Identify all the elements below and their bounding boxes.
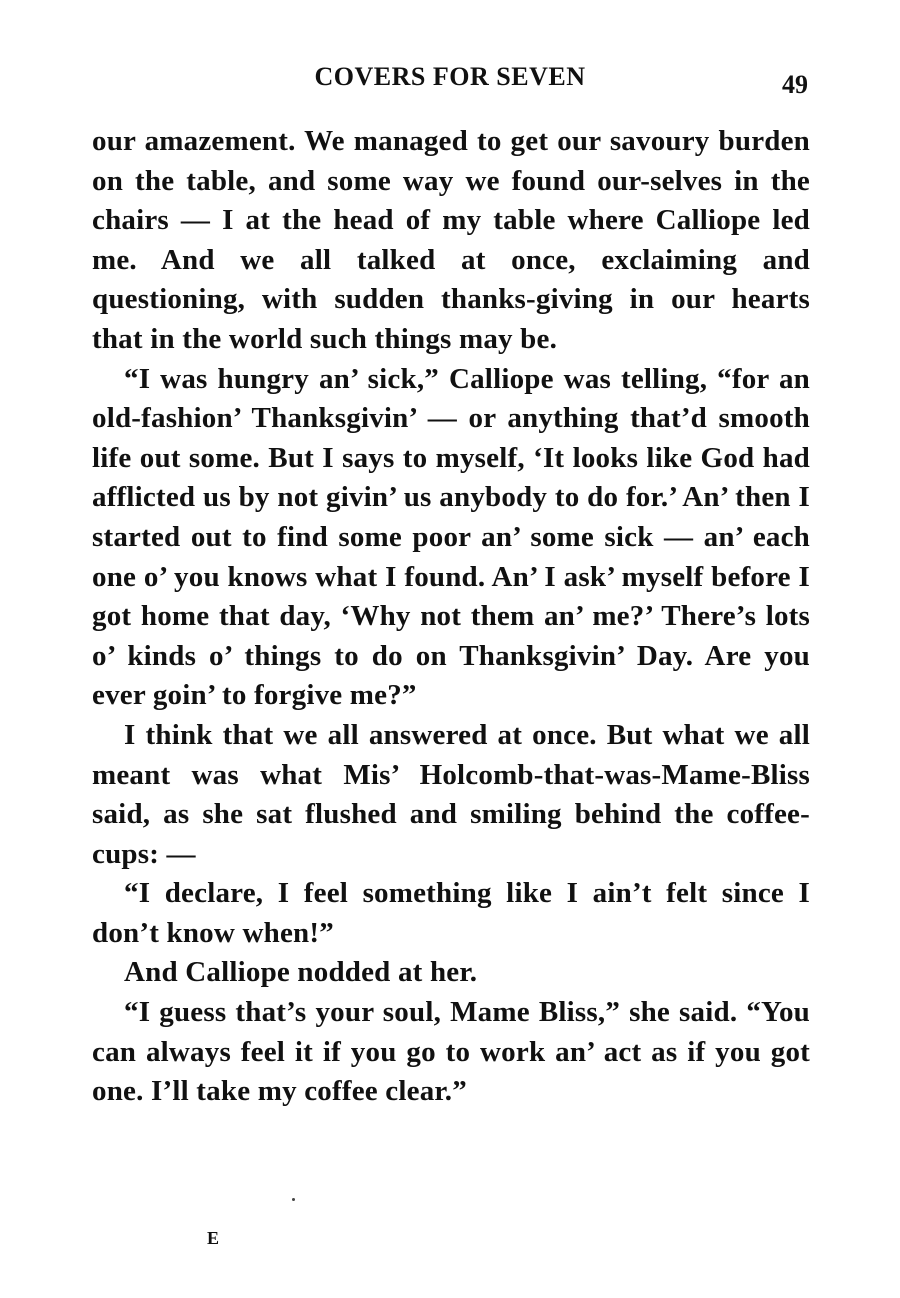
paragraph-1: our amazement. We managed to get our savoury burden on the table, and some way we found our-selves in the chairs — I at the head of my table where Calliope led me. And we all talked at once, exclaiming and questioning, with sudden thanks-giving in our hearts that in the world such things may be. xyxy=(92,125,810,355)
paragraph-4: “I declare, I feel something like I ain’t felt since I don’t know when!” xyxy=(92,877,810,949)
paragraph-5: And Calliope nodded at her. xyxy=(124,956,478,989)
running-head xyxy=(0,62,900,102)
paragraph-6: “I guess that’s your soul, Mame Bliss,” she said. “You can always feel it if you go to work an’ act as if you got one. I’ll take my coffee clear.” xyxy=(92,996,810,1108)
print-speck xyxy=(292,1198,295,1201)
page-number: 49 xyxy=(782,70,808,99)
running-title: COVERS FOR SEVEN xyxy=(314,62,586,91)
paragraph-2: “I was hungry an’ sick,” Calliope was telling, “for an old-fashion’ Thanksgivin’ — or anything that’d smooth life out some. But I says to myself, ‘It looks like God had afflicted us by not givin’ us anybody to do for.’ An’ then I started out to find some poor an’ some sick — an’ each one o’ you knows what I found. An’ I ask’ myself before I got home that day, ‘Why not them an’ me?’ There’s lots o’ kinds o’ things to do on Thanksgivin’ Day. Are you ever goin’ to forgive me?” xyxy=(92,362,810,712)
paragraph-3: I think that we all answered at once. But what we all meant was what Mis’ Holcomb-that-was-Mame-Bliss said, as she sat flushed and smiling behind the coffee-cups: — xyxy=(92,718,810,870)
signature-mark: E xyxy=(207,1228,220,1248)
body-text xyxy=(92,122,810,1112)
